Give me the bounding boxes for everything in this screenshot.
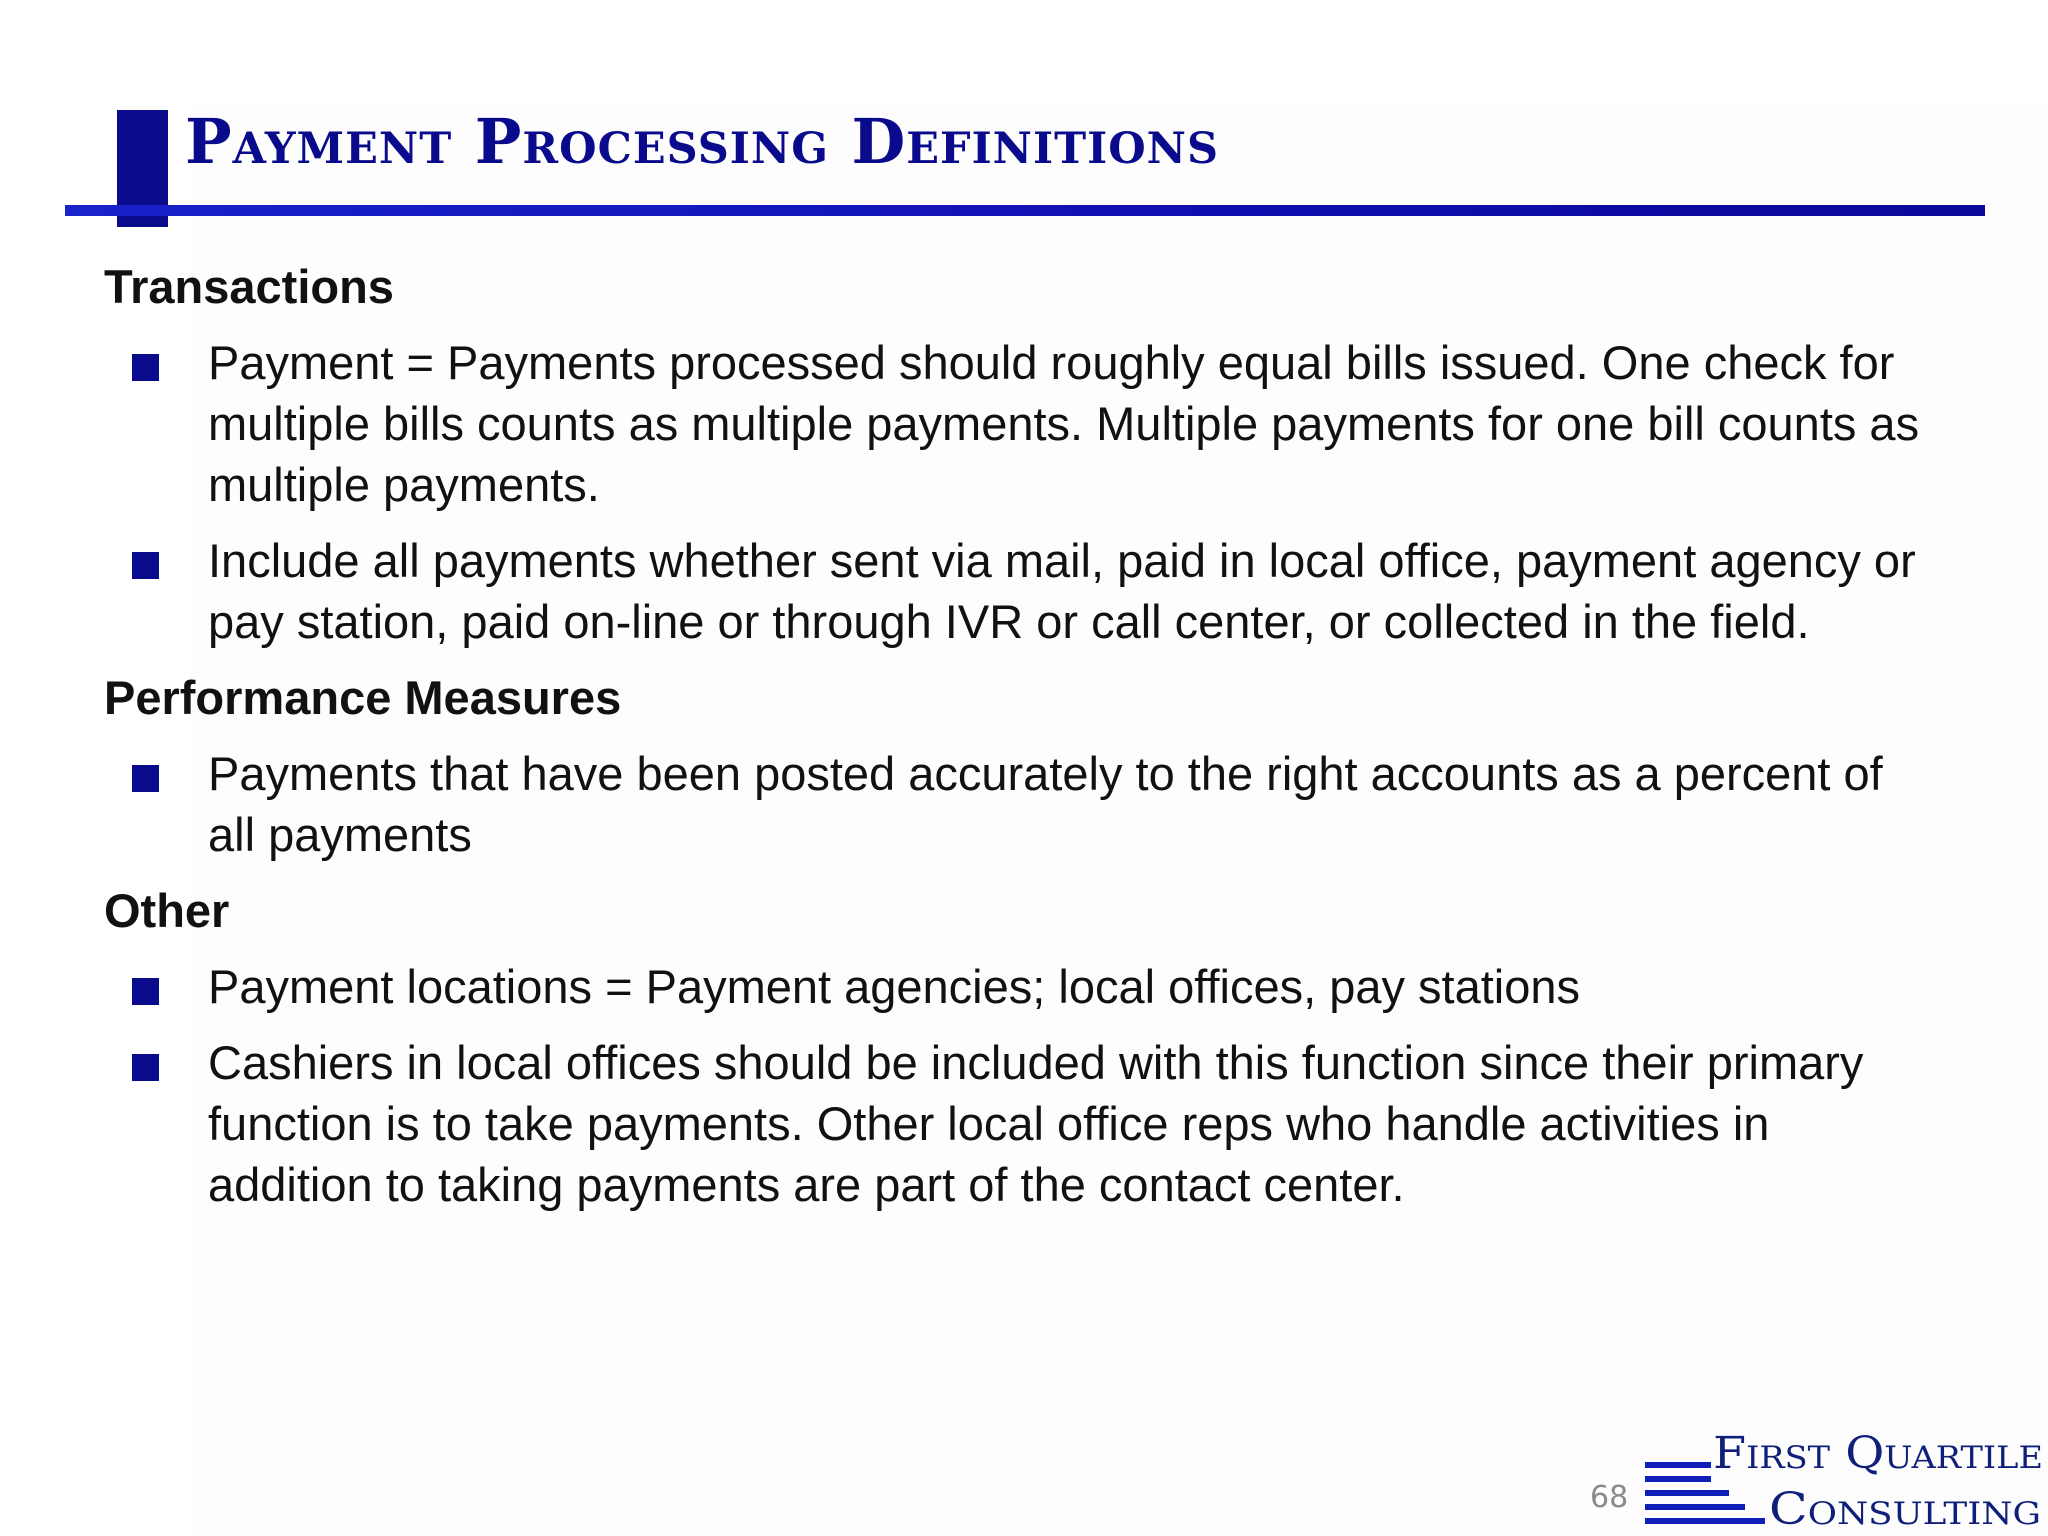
bullet-item [104,956,1934,1017]
bullet-item [104,332,1934,515]
bullet-text: Payment locations = Payment agencies; local offices, pay stations [208,960,1581,1013]
title-underline-rule [65,205,1985,216]
square-bullet-icon [132,765,159,792]
page-number: 68 [1590,1480,1629,1515]
bullet-text: Cashiers in local offices should be included with this function since their primary function is to take payments. Other local office reps who handle activities in addition to taking payments are part of the contact center. [208,1036,1864,1211]
logo-top-rule [1645,1462,1711,1465]
logo-line-1: First Quartile [1713,1428,2043,1479]
square-bullet-icon [132,1054,159,1081]
bullet-item [104,1032,1934,1215]
slide-title: Payment Processing Definitions [185,105,1220,178]
square-bullet-icon [132,978,159,1005]
bullet-text: Payment = Payments processed should roughly equal bills issued. One check for multiple bills counts as multiple payments. Multiple payments for one bill counts as multiple payments. [208,336,1920,511]
bullet-text: Include all payments whether sent via mail, paid in local office, payment agency or pay station, paid on-line or through IVR or call center, or collected in the field. [208,534,1916,648]
performance-bullet-list [104,743,1984,865]
transactions-bullet-list [104,332,1984,652]
first-quartile-consulting-logo [1645,1420,2045,1530]
bullet-text: Payments that have been posted accurately to the right accounts as a percent of all payments [208,747,1883,861]
section-heading-other: Other [104,884,230,937]
bullet-item [104,530,1934,652]
section-heading-performance-measures: Performance Measures [104,671,622,724]
square-bullet-icon [132,354,159,381]
square-bullet-icon [132,552,159,579]
bullet-item [104,743,1934,865]
section-heading-transactions: Transactions [104,260,394,313]
logo-line-2: Consulting [1769,1484,2041,1530]
other-bullet-list [104,956,1984,1215]
slide-content [104,256,1984,1230]
